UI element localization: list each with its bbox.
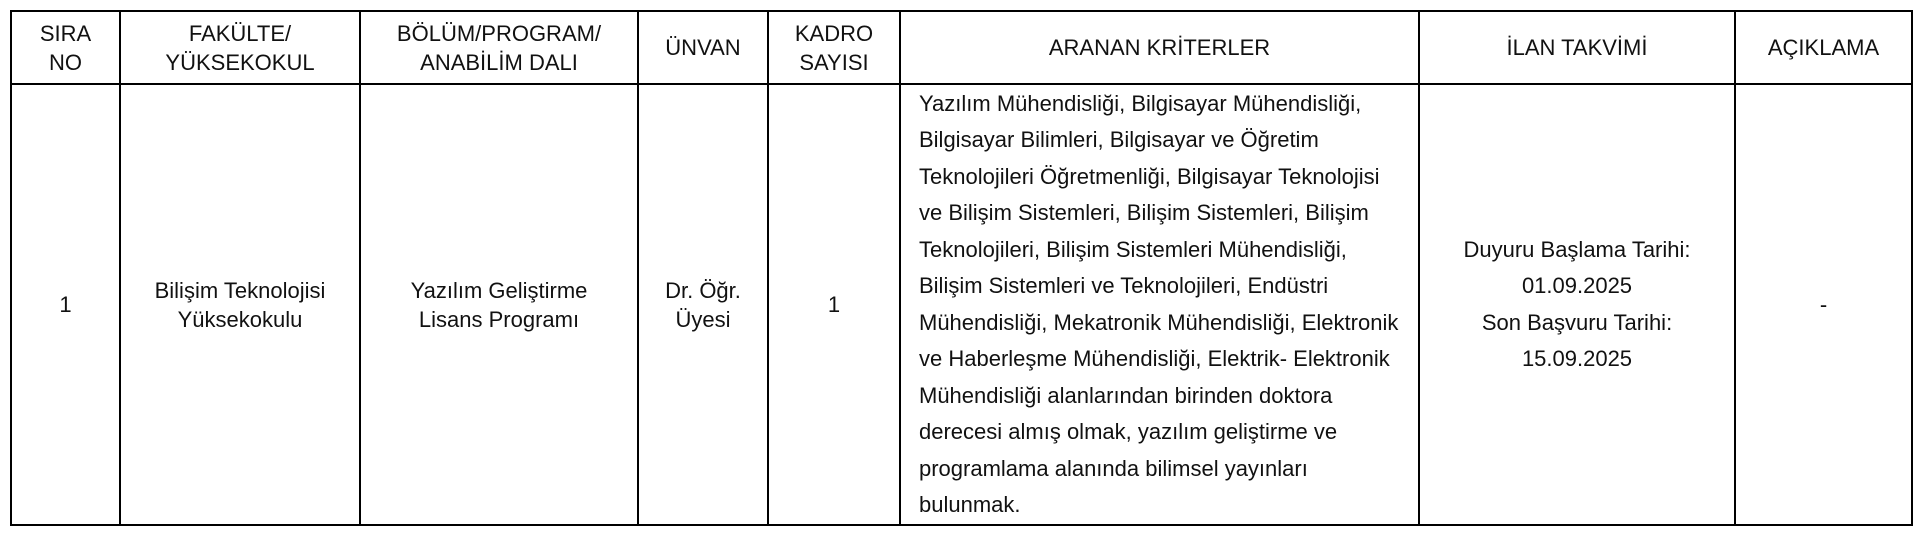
header-sira-no: SIRA NO xyxy=(11,11,120,84)
cell-bolum: Yazılım Geliştirme Lisans Programı xyxy=(360,84,638,525)
header-kadro-sayisi: KADRO SAYISI xyxy=(768,11,900,84)
job-announcement-table-container xyxy=(10,10,1911,526)
cell-sira-no: 1 xyxy=(11,84,120,525)
cell-unvan: Dr. Öğr. Üyesi xyxy=(638,84,768,525)
job-announcement-table xyxy=(10,10,1913,526)
header-unvan: ÜNVAN xyxy=(638,11,768,84)
cell-ilan-takvimi: Duyuru Başlama Tarihi: 01.09.2025 Son Başvuru Tarihi: 15.09.2025 xyxy=(1419,84,1735,525)
header-fakulte: FAKÜLTE/ YÜKSEKOKUL xyxy=(120,11,360,84)
cell-fakulte: Bilişim Teknolojisi Yüksekokulu xyxy=(120,84,360,525)
cell-kadro-sayisi: 1 xyxy=(768,84,900,525)
table-row xyxy=(11,84,1912,525)
header-ilan-takvimi: İLAN TAKVİMİ xyxy=(1419,11,1735,84)
cell-aciklama: - xyxy=(1735,84,1912,525)
cell-aranan-kriterler: Yazılım Mühendisliği, Bilgisayar Mühendisliği, Bilgisayar Bilimleri, Bilgisayar ve Öğretim Teknolojileri Öğretmenliği, Bilgisayar Teknolojisi ve Bilişim Sistemleri, Bilişim Sistemleri, Bilişim Teknolojileri, Bilişim Sistemleri Mühendisliği, Bilişim Sistemleri ve Teknolojileri, Endüstri Mühendisliği, Mekatronik Mühendisliği, Elektronik ve Haberleşme Mühendisliği, Elektrik- Elektronik Mühendisliği alanlarından birinden doktora derecesi almış olmak, yazılım geliştirme ve programlama alanında bilimsel yayınları bulunmak. xyxy=(900,84,1419,525)
table-header-row xyxy=(11,11,1912,84)
header-aciklama: AÇIKLAMA xyxy=(1735,11,1912,84)
header-bolum: BÖLÜM/PROGRAM/ ANABİLİM DALI xyxy=(360,11,638,84)
header-aranan-kriterler: ARANAN KRİTERLER xyxy=(900,11,1419,84)
